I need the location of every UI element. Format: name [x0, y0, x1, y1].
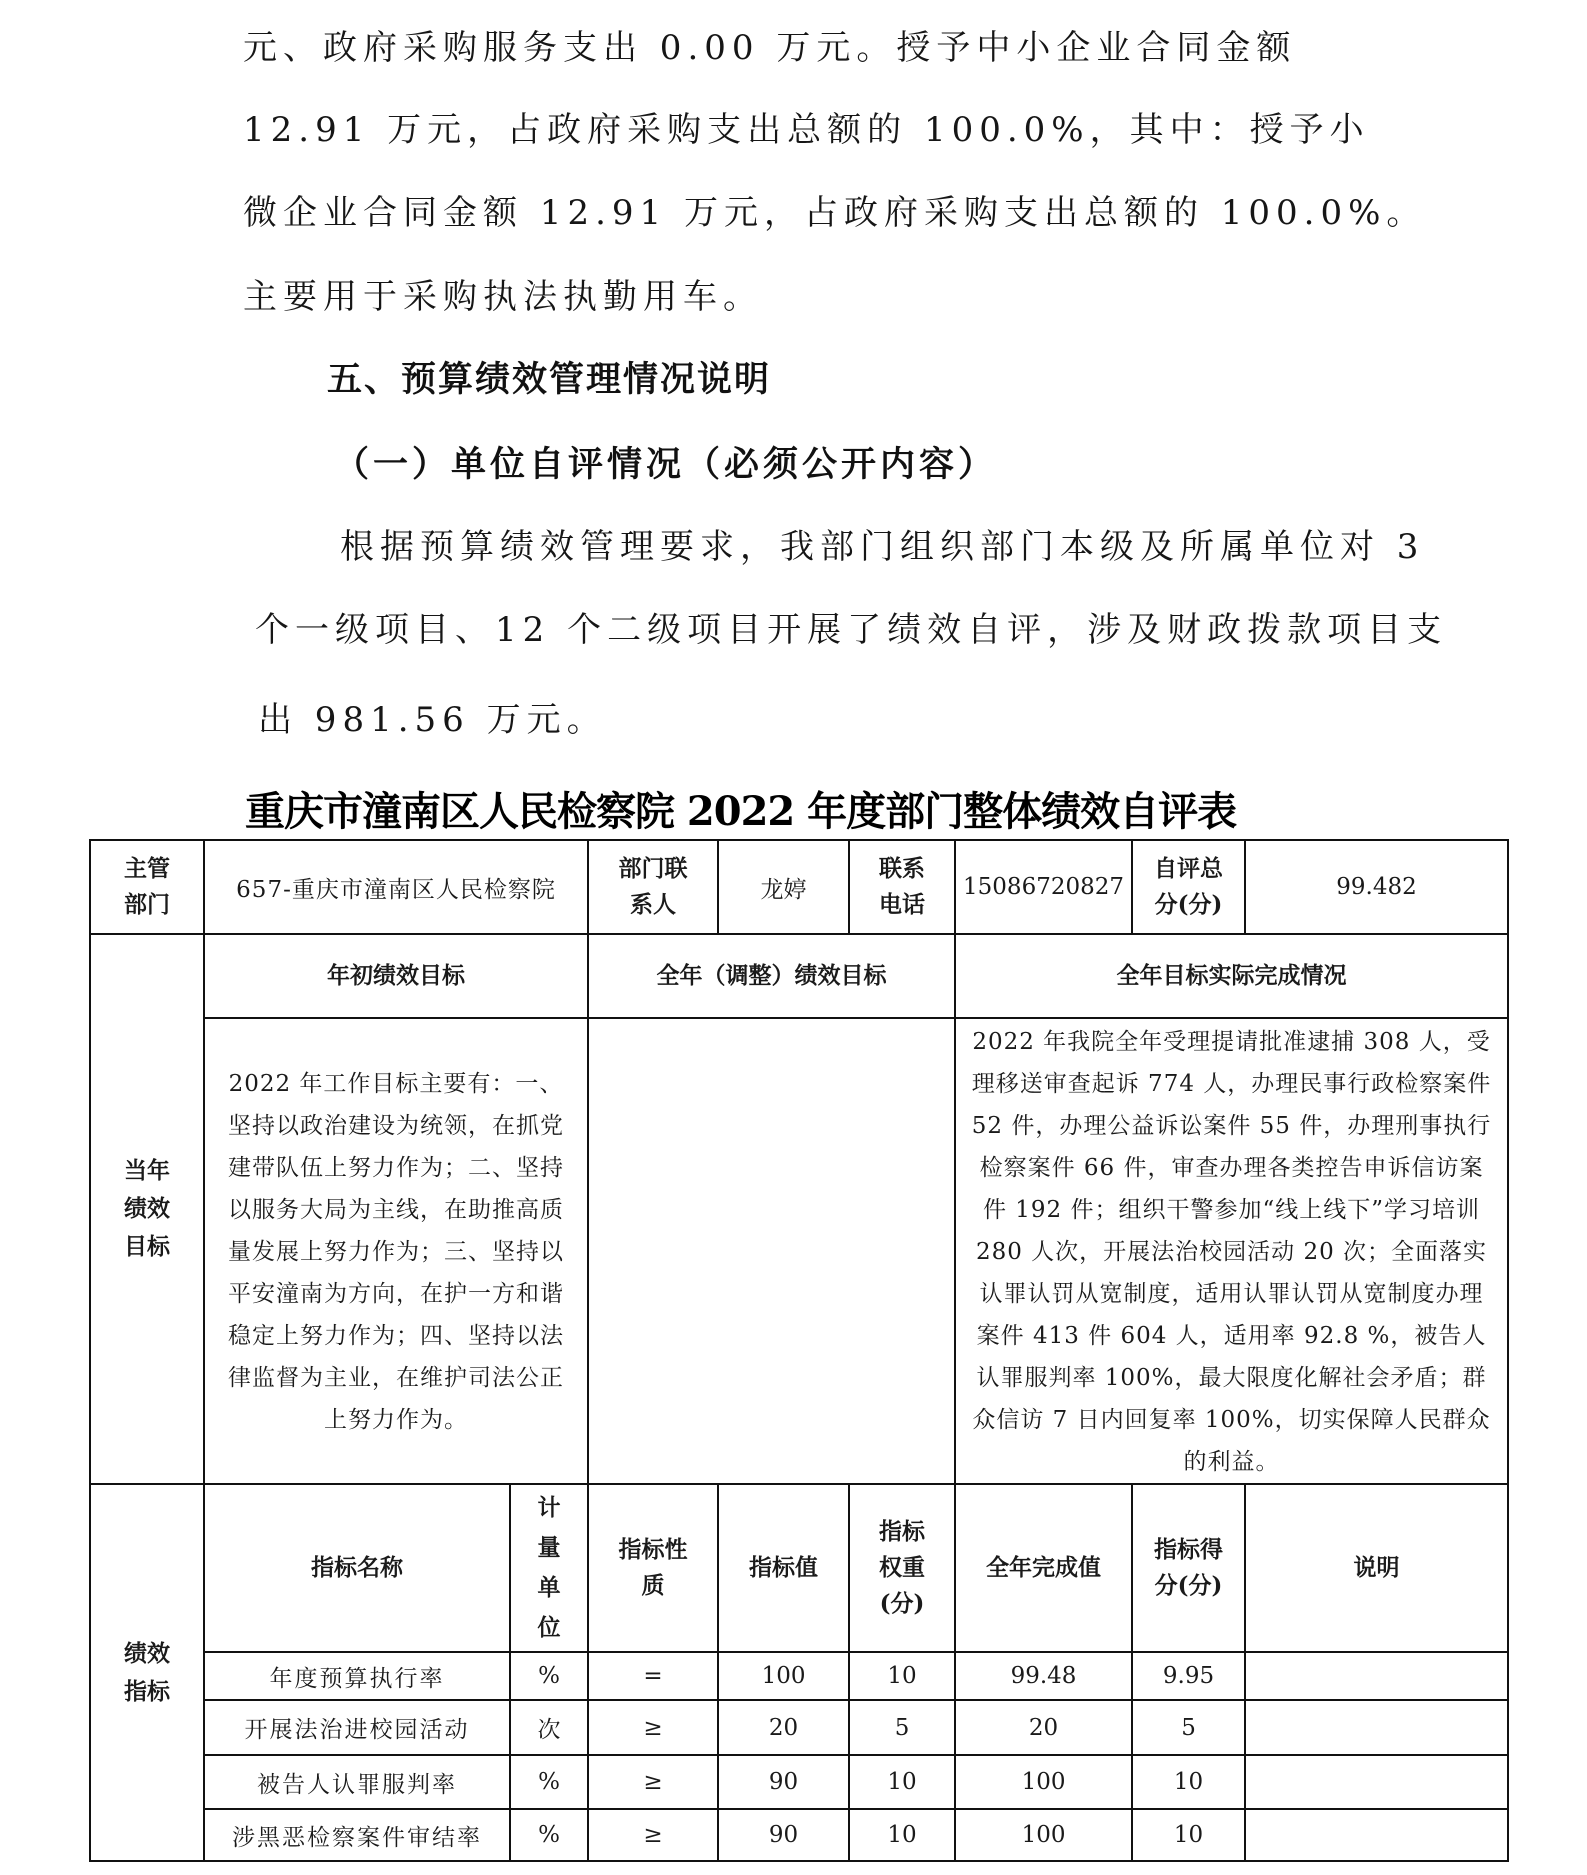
- indicator-note: [1245, 1652, 1508, 1700]
- contact-label: 部门联系人: [588, 840, 718, 934]
- actual-completion-text: 2022 年我院全年受理提请批准逮捕 308 人，受理移送审查起诉 774 人，办理民事行政检察案件 52 件，办理公益诉讼案件 55 件，办理刑事执行检察案件 66 件，审查办理各类控告申诉信访案件 192 件；组织干警参加“线上线下”学习培训 280 人次，开展法治校园活动 20 次；全面落实认罪认罚从宽制度，适用认罪认罚从宽制度办理案件 413 件 604 人，适用率 92.8 %，被告人认罪服判率 100%，最大限度化解社会矛盾；群众信访 7 日内回复率 100%，切实保障人民群众的利益。: [955, 1018, 1508, 1484]
- col-target: 指标值: [718, 1484, 849, 1652]
- indicator-target: 90: [718, 1809, 849, 1861]
- dept-value: 657-重庆市潼南区人民检察院: [204, 840, 588, 934]
- text-line-1: 元、政府采购服务支出 0.00 万元。授予中小企业合同金额: [243, 28, 1297, 68]
- text-line-4: 主要用于采购执法执勤用车。: [243, 277, 763, 317]
- indicator-unit: %: [510, 1652, 588, 1700]
- indicator-weight: 10: [849, 1652, 955, 1700]
- table-title: 重庆市潼南区人民检察院 2022 年度部门整体绩效自评表: [245, 788, 1237, 835]
- indicator-name: 开展法治进校园活动: [204, 1700, 510, 1755]
- indicator-name: 被告人认罪服判率: [204, 1755, 510, 1809]
- phone-value: 15086720827: [955, 840, 1132, 934]
- col-weight: 指标权重(分): [849, 1484, 955, 1652]
- dept-label: 主管部门: [90, 840, 204, 934]
- indicator-score: 5: [1132, 1700, 1245, 1755]
- indicator-actual: 100: [955, 1755, 1132, 1809]
- col-score: 指标得分(分): [1132, 1484, 1245, 1652]
- indicator-unit: %: [510, 1755, 588, 1809]
- goals-header-row: [90, 934, 1508, 1018]
- adjusted-goals-text: [588, 1018, 955, 1484]
- indicator-row: [90, 1755, 1508, 1809]
- indicator-actual: 100: [955, 1809, 1132, 1861]
- phone-label: 联系电话: [849, 840, 955, 934]
- indicators-row-label: 绩效指标: [90, 1484, 204, 1861]
- goals-row-label: 当年绩效目标: [90, 934, 204, 1484]
- indicator-row: [90, 1652, 1508, 1700]
- section-heading: 五、预算绩效管理情况说明: [327, 360, 772, 400]
- paragraph-line-3: 出 981.56 万元。: [258, 700, 607, 740]
- indicator-row: [90, 1809, 1508, 1861]
- col-nature: 指标性质: [588, 1484, 718, 1652]
- score-label: 自评总分(分): [1132, 840, 1245, 934]
- col-initial-goals: 年初绩效目标: [204, 934, 588, 1018]
- indicator-target: 90: [718, 1755, 849, 1809]
- indicator-actual: 99.48: [955, 1652, 1132, 1700]
- indicator-nature: ≥: [588, 1700, 718, 1755]
- text-line-3: 微企业合同金额 12.91 万元，占政府采购支出总额的 100.0%。: [243, 193, 1427, 233]
- section-subheading: （一）单位自评情况（必须公开内容）: [334, 445, 998, 485]
- indicator-weight: 10: [849, 1809, 955, 1861]
- indicator-nature: ≥: [588, 1809, 718, 1861]
- col-indicator-name: 指标名称: [204, 1484, 510, 1652]
- indicator-score: 10: [1132, 1755, 1245, 1809]
- paragraph-line-1: 根据预算绩效管理要求，我部门组织部门本级及所属单位对 3: [340, 527, 1425, 567]
- indicator-weight: 5: [849, 1700, 955, 1755]
- col-unit: 计量单位: [510, 1484, 588, 1652]
- indicator-row: [90, 1700, 1508, 1755]
- indicator-score: 9.95: [1132, 1652, 1245, 1700]
- text-line-2: 12.91 万元，占政府采购支出总额的 100.0%，其中：授予小: [243, 110, 1370, 150]
- initial-goals-text: 2022 年工作目标主要有：一、坚持以政治建设为统领，在抓党建带队伍上努力作为；二、坚持以服务大局为主线，在助推高质量发展上努力作为；三、坚持以平安潼南为方向，在护一方和谐稳定上努力作为；四、坚持以法律监督为主业，在维护司法公正上努力作为。: [204, 1018, 588, 1484]
- indicator-unit: %: [510, 1809, 588, 1861]
- paragraph-line-2: 个一级项目、12 个二级项目开展了绩效自评，涉及财政拨款项目支: [255, 610, 1448, 650]
- header-info-row: [90, 840, 1508, 934]
- col-adjusted-goals: 全年（调整）绩效目标: [588, 934, 955, 1018]
- indicator-nature: =: [588, 1652, 718, 1700]
- indicator-header-row: [90, 1484, 1508, 1652]
- indicator-weight: 10: [849, 1755, 955, 1809]
- indicator-nature: ≥: [588, 1755, 718, 1809]
- indicator-note: [1245, 1700, 1508, 1755]
- performance-evaluation-table: [89, 839, 1509, 1862]
- score-value: 99.482: [1245, 840, 1508, 934]
- indicator-target: 100: [718, 1652, 849, 1700]
- indicator-name: 涉黑恶检察案件审结率: [204, 1809, 510, 1861]
- indicator-target: 20: [718, 1700, 849, 1755]
- col-actual-completion: 全年目标实际完成情况: [955, 934, 1508, 1018]
- indicator-name: 年度预算执行率: [204, 1652, 510, 1700]
- col-actual-value: 全年完成值: [955, 1484, 1132, 1652]
- indicator-note: [1245, 1755, 1508, 1809]
- indicator-score: 10: [1132, 1809, 1245, 1861]
- indicator-note: [1245, 1809, 1508, 1861]
- indicator-unit: 次: [510, 1700, 588, 1755]
- col-note: 说明: [1245, 1484, 1508, 1652]
- goals-content-row: [90, 1018, 1508, 1484]
- contact-value: 龙婷: [718, 840, 849, 934]
- indicator-actual: 20: [955, 1700, 1132, 1755]
